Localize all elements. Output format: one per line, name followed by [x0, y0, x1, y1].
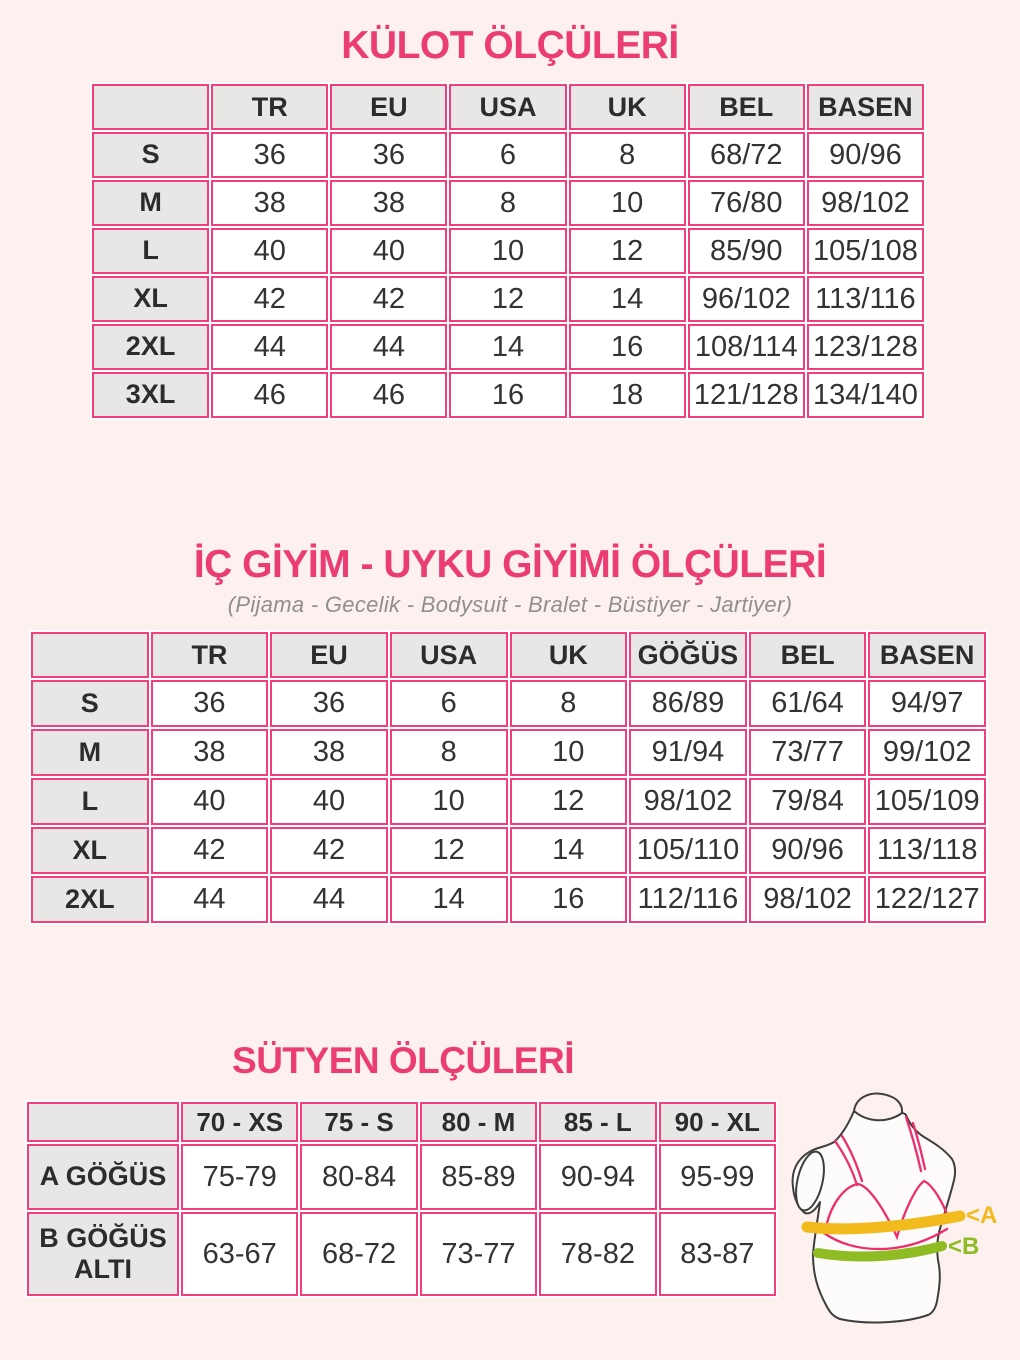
- row-label: XL: [31, 827, 149, 874]
- column-header: USA: [390, 632, 508, 678]
- size-value-cell: 14: [510, 827, 628, 874]
- band-b-label: <B: [948, 1233, 980, 1260]
- row-label: S: [92, 132, 209, 178]
- table-row: [27, 1212, 776, 1296]
- column-header: BASEN: [807, 84, 924, 130]
- column-header: TR: [151, 632, 269, 678]
- size-value-cell: 36: [211, 132, 328, 178]
- size-value-cell: 40: [270, 778, 388, 825]
- size-value-cell: 122/127: [868, 876, 986, 923]
- size-value-cell: 38: [211, 180, 328, 226]
- size-value-cell: 73-77: [420, 1212, 537, 1296]
- size-value-cell: 105/108: [807, 228, 924, 274]
- size-value-cell: 6: [390, 680, 508, 727]
- size-value-cell: 12: [510, 778, 628, 825]
- column-header: 90 - XL: [659, 1102, 776, 1142]
- size-value-cell: 44: [330, 324, 447, 370]
- column-header: 85 - L: [539, 1102, 656, 1142]
- size-value-cell: 36: [270, 680, 388, 727]
- sutyen-title: SÜTYEN ÖLÇÜLERİ: [232, 1040, 574, 1081]
- size-value-cell: 96/102: [688, 276, 805, 322]
- column-header: EU: [330, 84, 447, 130]
- size-value-cell: 10: [449, 228, 566, 274]
- size-value-cell: 10: [510, 729, 628, 776]
- size-value-cell: 44: [211, 324, 328, 370]
- size-value-cell: 14: [390, 876, 508, 923]
- size-value-cell: 10: [569, 180, 686, 226]
- size-value-cell: 75-79: [181, 1144, 298, 1210]
- corner-cell: [31, 632, 149, 678]
- size-value-cell: 16: [569, 324, 686, 370]
- size-value-cell: 42: [151, 827, 269, 874]
- table-row: [31, 729, 986, 776]
- size-value-cell: 95-99: [659, 1144, 776, 1210]
- column-header: BASEN: [868, 632, 986, 678]
- table-row: [92, 324, 924, 370]
- ic-giyim-size-table: [29, 630, 988, 925]
- table-row: [92, 132, 924, 178]
- size-value-cell: 63-67: [181, 1212, 298, 1296]
- column-header: EU: [270, 632, 388, 678]
- table-row: [31, 827, 986, 874]
- row-label: L: [92, 228, 209, 274]
- size-value-cell: 68-72: [300, 1212, 417, 1296]
- size-value-cell: 76/80: [688, 180, 805, 226]
- column-header: USA: [449, 84, 566, 130]
- size-value-cell: 90/96: [749, 827, 867, 874]
- row-label: 2XL: [31, 876, 149, 923]
- column-header: UK: [510, 632, 628, 678]
- column-header: 75 - S: [300, 1102, 417, 1142]
- sutyen-size-table: [25, 1100, 778, 1298]
- column-header: 70 - XS: [181, 1102, 298, 1142]
- table-row: [31, 876, 986, 923]
- size-value-cell: 8: [510, 680, 628, 727]
- row-label: L: [31, 778, 149, 825]
- size-value-cell: 134/140: [807, 372, 924, 418]
- size-value-cell: 12: [569, 228, 686, 274]
- size-value-cell: 98/102: [749, 876, 867, 923]
- size-value-cell: 12: [390, 827, 508, 874]
- corner-cell: [27, 1102, 179, 1142]
- column-header: TR: [211, 84, 328, 130]
- table-row: [92, 180, 924, 226]
- column-header: 80 - M: [420, 1102, 537, 1142]
- row-label: S: [31, 680, 149, 727]
- size-value-cell: 42: [330, 276, 447, 322]
- table-row: [31, 680, 986, 727]
- row-label: A GÖĞÜS: [27, 1144, 179, 1210]
- ic-giyim-subtitle: (Pijama - Gecelik - Bodysuit - Bralet - Büstiyer - Jartiyer): [227, 592, 793, 617]
- size-value-cell: 121/128: [688, 372, 805, 418]
- size-value-cell: 16: [449, 372, 566, 418]
- row-label: 2XL: [92, 324, 209, 370]
- size-value-cell: 10: [390, 778, 508, 825]
- size-value-cell: 36: [330, 132, 447, 178]
- size-value-cell: 85-89: [420, 1144, 537, 1210]
- size-value-cell: 44: [270, 876, 388, 923]
- size-value-cell: 86/89: [629, 680, 747, 727]
- size-value-cell: 40: [211, 228, 328, 274]
- ic-giyim-title: İÇ GİYİM - UYKU GİYİMİ ÖLÇÜLERİ: [193, 543, 827, 586]
- size-value-cell: 40: [151, 778, 269, 825]
- column-header: GÖĞÜS: [629, 632, 747, 678]
- size-value-cell: 79/84: [749, 778, 867, 825]
- size-value-cell: 73/77: [749, 729, 867, 776]
- column-header: BEL: [688, 84, 805, 130]
- column-header: UK: [569, 84, 686, 130]
- size-value-cell: 98/102: [629, 778, 747, 825]
- size-value-cell: 40: [330, 228, 447, 274]
- size-value-cell: 105/110: [629, 827, 747, 874]
- row-label: B GÖĞÜS ALTI: [27, 1212, 179, 1296]
- size-value-cell: 90-94: [539, 1144, 656, 1210]
- column-header: BEL: [749, 632, 867, 678]
- size-value-cell: 46: [330, 372, 447, 418]
- size-value-cell: 6: [449, 132, 566, 178]
- size-value-cell: 61/64: [749, 680, 867, 727]
- row-label: 3XL: [92, 372, 209, 418]
- size-value-cell: 44: [151, 876, 269, 923]
- size-value-cell: 113/116: [807, 276, 924, 322]
- size-value-cell: 14: [569, 276, 686, 322]
- size-value-cell: 99/102: [868, 729, 986, 776]
- size-value-cell: 98/102: [807, 180, 924, 226]
- size-value-cell: 36: [151, 680, 269, 727]
- size-value-cell: 18: [569, 372, 686, 418]
- size-value-cell: 85/90: [688, 228, 805, 274]
- band-a-label: <A: [966, 1202, 998, 1229]
- size-value-cell: 42: [270, 827, 388, 874]
- table-row: [27, 1144, 776, 1210]
- size-value-cell: 91/94: [629, 729, 747, 776]
- kulot-title: KÜLOT ÖLÇÜLERİ: [341, 24, 679, 67]
- bra-measurement-illustration: [786, 1083, 1020, 1359]
- size-value-cell: 8: [390, 729, 508, 776]
- table-row: [31, 778, 986, 825]
- size-value-cell: 12: [449, 276, 566, 322]
- size-value-cell: 38: [330, 180, 447, 226]
- kulot-size-table: [90, 82, 926, 420]
- size-value-cell: 16: [510, 876, 628, 923]
- size-value-cell: 83-87: [659, 1212, 776, 1296]
- size-value-cell: 108/114: [688, 324, 805, 370]
- table-row: [92, 372, 924, 418]
- size-value-cell: 94/97: [868, 680, 986, 727]
- size-value-cell: 80-84: [300, 1144, 417, 1210]
- size-value-cell: 42: [211, 276, 328, 322]
- row-label: M: [92, 180, 209, 226]
- size-value-cell: 113/118: [868, 827, 986, 874]
- size-value-cell: 90/96: [807, 132, 924, 178]
- size-value-cell: 112/116: [629, 876, 747, 923]
- table-row: [92, 228, 924, 274]
- size-value-cell: 78-82: [539, 1212, 656, 1296]
- row-label: XL: [92, 276, 209, 322]
- size-value-cell: 123/128: [807, 324, 924, 370]
- header-row: [31, 632, 986, 678]
- size-value-cell: 68/72: [688, 132, 805, 178]
- size-value-cell: 8: [569, 132, 686, 178]
- corner-cell: [92, 84, 209, 130]
- header-row: [92, 84, 924, 130]
- neck-opening: [854, 1094, 902, 1113]
- table-row: [92, 276, 924, 322]
- size-value-cell: 14: [449, 324, 566, 370]
- size-value-cell: 38: [270, 729, 388, 776]
- size-value-cell: 38: [151, 729, 269, 776]
- row-label: M: [31, 729, 149, 776]
- header-row: [27, 1102, 776, 1142]
- size-value-cell: 46: [211, 372, 328, 418]
- size-value-cell: 8: [449, 180, 566, 226]
- size-value-cell: 105/109: [868, 778, 986, 825]
